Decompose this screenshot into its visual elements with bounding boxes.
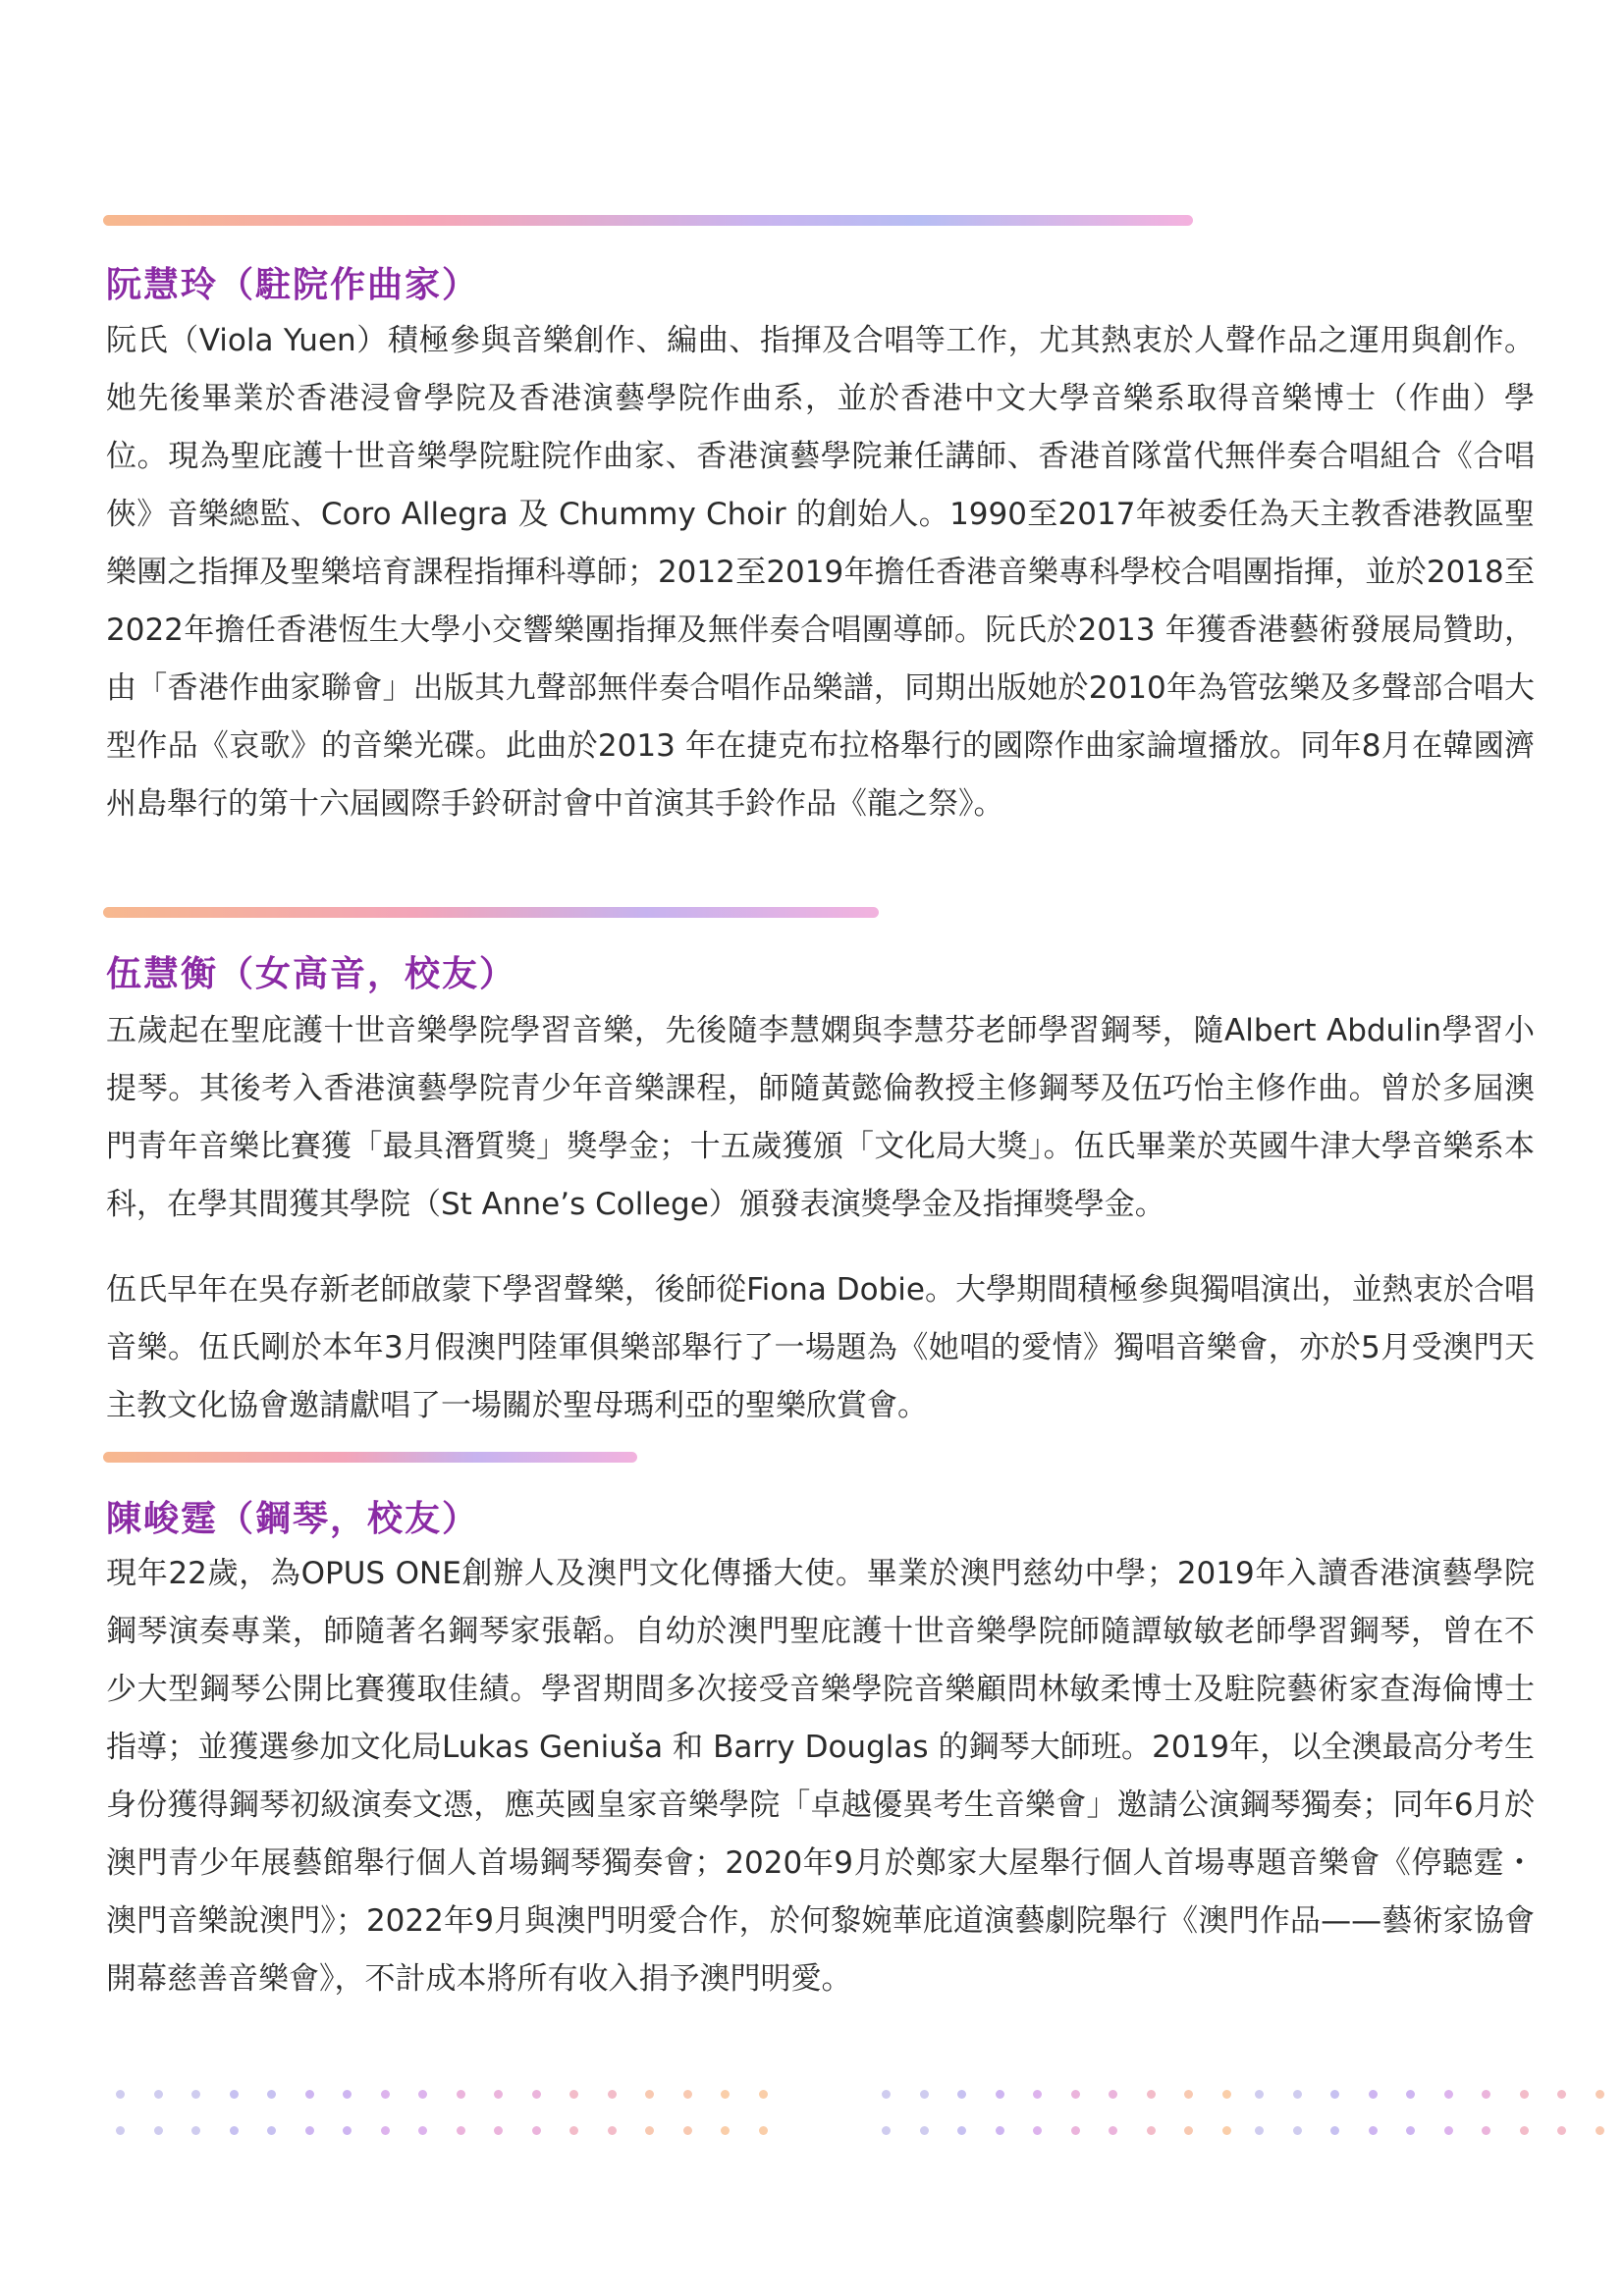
divider-bar-2 <box>103 907 879 918</box>
decorative-dot <box>191 2090 200 2099</box>
decorative-dot <box>882 2126 891 2135</box>
decorative-dot <box>532 2090 541 2099</box>
decorative-dot <box>1222 2126 1231 2135</box>
decorative-dot <box>608 2090 617 2099</box>
decorative-dot <box>996 2090 1004 2099</box>
decorative-dot <box>230 2126 239 2135</box>
decorative-dot <box>1255 2090 1264 2099</box>
decorative-dot <box>418 2126 427 2135</box>
decorative-dot <box>1369 2090 1378 2099</box>
decorative-dot <box>1255 2126 1264 2135</box>
decorative-dot <box>116 2126 125 2135</box>
section-heading-1: 阮慧玲（駐院作曲家） <box>106 265 480 305</box>
decorative-dot <box>759 2090 768 2099</box>
decorative-dot <box>418 2090 427 2099</box>
decorative-dot <box>1293 2090 1302 2099</box>
decorative-dot <box>957 2090 966 2099</box>
decorative-dot <box>1109 2126 1117 2135</box>
decorative-dot <box>1330 2126 1339 2135</box>
decorative-dot <box>1033 2090 1042 2099</box>
bio-paragraph-4: 現年22歲，為OPUS ONE創辦人及澳門文化傳播大使。畢業於澳門慈幼中學；2019年入讀香港演藝學院鋼琴演奏專業，師隨著名鋼琴家張韜。自幼於澳門聖庇護十世音樂學院師隨譚敏敏老師學習鋼琴，曾在不少大型鋼琴公開比賽獲取佳績。學習期間多次接受音樂學院音樂顧問林敏柔博士及駐院藝術家查海倫博士指導；並獲選參加文化局Lukas Geniuša 和 Barry Douglas 的鋼琴大師班。2019年，以全澳最高分考生身份獲得鋼琴初級演奏文憑，應英國皇家音樂學院「卓越優異考生音樂會」邀請公演鋼琴獨奏；同年6月於澳門青少年展藝館舉行個人首場鋼琴獨奏會；2020年9月於鄭家大屋舉行個人首場專題音樂會《停聽霆・澳門音樂說澳門》；2022年9月與澳門明愛合作，於何黎婉華庇道演藝劇院舉行《澳門作品——藝術家協會開幕慈善音樂會》，不計成本將所有收入捐予澳門明愛。 <box>106 1556 1535 1997</box>
decorative-dot <box>608 2126 617 2135</box>
decorative-dot <box>957 2126 966 2135</box>
decorative-dot <box>154 2126 163 2135</box>
decorative-dot <box>1444 2090 1453 2099</box>
decorative-dot <box>645 2090 654 2099</box>
decorative-dot <box>1330 2090 1339 2099</box>
decorative-dot <box>683 2126 692 2135</box>
decorative-dot <box>1596 2126 1604 2135</box>
decorative-dot <box>1520 2126 1529 2135</box>
decorative-dot <box>1071 2126 1080 2135</box>
decorative-dot <box>494 2126 503 2135</box>
decorative-dot <box>1557 2090 1566 2099</box>
decorative-dot <box>494 2090 503 2099</box>
decorative-dot <box>1184 2126 1193 2135</box>
decorative-dot <box>1033 2126 1042 2135</box>
decorative-dot <box>721 2090 730 2099</box>
decorative-dot <box>1109 2090 1117 2099</box>
decorative-dot <box>1406 2126 1415 2135</box>
decorative-dot <box>759 2126 768 2135</box>
decorative-dot <box>1369 2126 1378 2135</box>
decorative-dot <box>1406 2090 1415 2099</box>
decorative-dot <box>996 2126 1004 2135</box>
decorative-dot <box>343 2126 352 2135</box>
decorative-dot <box>532 2126 541 2135</box>
decorative-dot <box>721 2126 730 2135</box>
decorative-dot <box>1293 2126 1302 2135</box>
decorative-dot <box>1444 2126 1453 2135</box>
decorative-dot <box>116 2090 125 2099</box>
section-heading-2: 伍慧衡（女高音，校友） <box>106 954 517 994</box>
decorative-dot <box>1147 2126 1156 2135</box>
decorative-dot <box>1184 2090 1193 2099</box>
decorative-dot <box>267 2090 276 2099</box>
decorative-dot <box>230 2090 239 2099</box>
decorative-dot <box>267 2126 276 2135</box>
decorative-dot <box>1071 2090 1080 2099</box>
decorative-dot <box>305 2090 314 2099</box>
decorative-dot <box>1482 2126 1490 2135</box>
decorative-dot <box>882 2090 891 2099</box>
decorative-dot <box>457 2090 465 2099</box>
decorative-dot <box>1222 2090 1231 2099</box>
decorative-dot <box>569 2126 578 2135</box>
decorative-dot <box>1557 2126 1566 2135</box>
decorative-dot <box>343 2090 352 2099</box>
decorative-dot <box>1147 2090 1156 2099</box>
section-heading-3: 陳峻霆（鋼琴，校友） <box>106 1499 480 1539</box>
decorative-dot <box>457 2126 465 2135</box>
bio-paragraph-3: 伍氏早年在吳存新老師啟蒙下學習聲樂，後師從Fiona Dobie。大學期間積極參與獨唱演出，並熱衷於合唱音樂。伍氏剛於本年3月假澳門陸軍俱樂部舉行了一場題為《她唱的愛情》獨唱音樂會，亦於5月受澳門天主教文化協會邀請獻唱了一場關於聖母瑪利亞的聖樂欣賞會。 <box>106 1272 1535 1423</box>
decorative-dot <box>920 2126 929 2135</box>
decorative-dot <box>569 2090 578 2099</box>
decorative-dot <box>1596 2090 1604 2099</box>
decorative-dot <box>920 2090 929 2099</box>
decorative-dot <box>191 2126 200 2135</box>
decorative-dot <box>381 2126 390 2135</box>
divider-bar-1 <box>103 215 1193 226</box>
divider-bar-3 <box>103 1452 637 1463</box>
decorative-dot <box>645 2126 654 2135</box>
decorative-dot <box>305 2126 314 2135</box>
bio-paragraph-2: 五歲起在聖庇護十世音樂學院學習音樂，先後隨李慧嫻與李慧芬老師學習鋼琴，隨Albert Abdulin學習小提琴。其後考入香港演藝學院青少年音樂課程，師隨黃懿倫教授主修鋼琴及伍巧怡主修作曲。曾於多屆澳門青年音樂比賽獲「最具潛質獎」獎學金；十五歲獲頒「文化局大獎」。伍氏畢業於英國牛津大學音樂系本科，在學其間獲其學院（St Anne’s College）頒發表演獎學金及指揮獎學金。 <box>106 1013 1535 1222</box>
bio-paragraph-1: 阮氏（Viola Yuen）積極參與音樂創作、編曲、指揮及合唱等工作，尤其熱衷於人聲作品之運用與創作。她先後畢業於香港浸會學院及香港演藝學院作曲系，並於香港中文大學音樂系取得音樂博士（作曲）學位。現為聖庇護十世音樂學院駐院作曲家、香港演藝學院兼任講師、香港首隊當代無伴奏合唱組合《合唱俠》音樂總監、Coro Allegra 及 Chummy Choir 的創始人。1990至2017年被委任為天主教香港教區聖樂團之指揮及聖樂培育課程指揮科導師；2012至2019年擔任香港音樂專科學校合唱團指揮，並於2018至2022年擔任香港恆生大學小交響樂團指揮及無伴奏合唱團導師。阮氏於2013 年獲香港藝術發展局贊助，由「香港作曲家聯會」出版其九聲部無伴奏合唱作品樂譜，同期出版她於2010年為管弦樂及多聲部合唱大型作品《哀歌》的音樂光碟。此曲於2013 年在捷克布拉格舉行的國際作曲家論壇播放。同年8月在韓國濟州島舉行的第十六屆國際手鈴研討會中首演其手鈴作品《龍之祭》。 <box>106 323 1535 822</box>
decorative-dot <box>1520 2090 1529 2099</box>
decorative-dot <box>683 2090 692 2099</box>
decorative-dot <box>381 2090 390 2099</box>
decorative-dot <box>1482 2090 1490 2099</box>
decorative-dot <box>154 2090 163 2099</box>
